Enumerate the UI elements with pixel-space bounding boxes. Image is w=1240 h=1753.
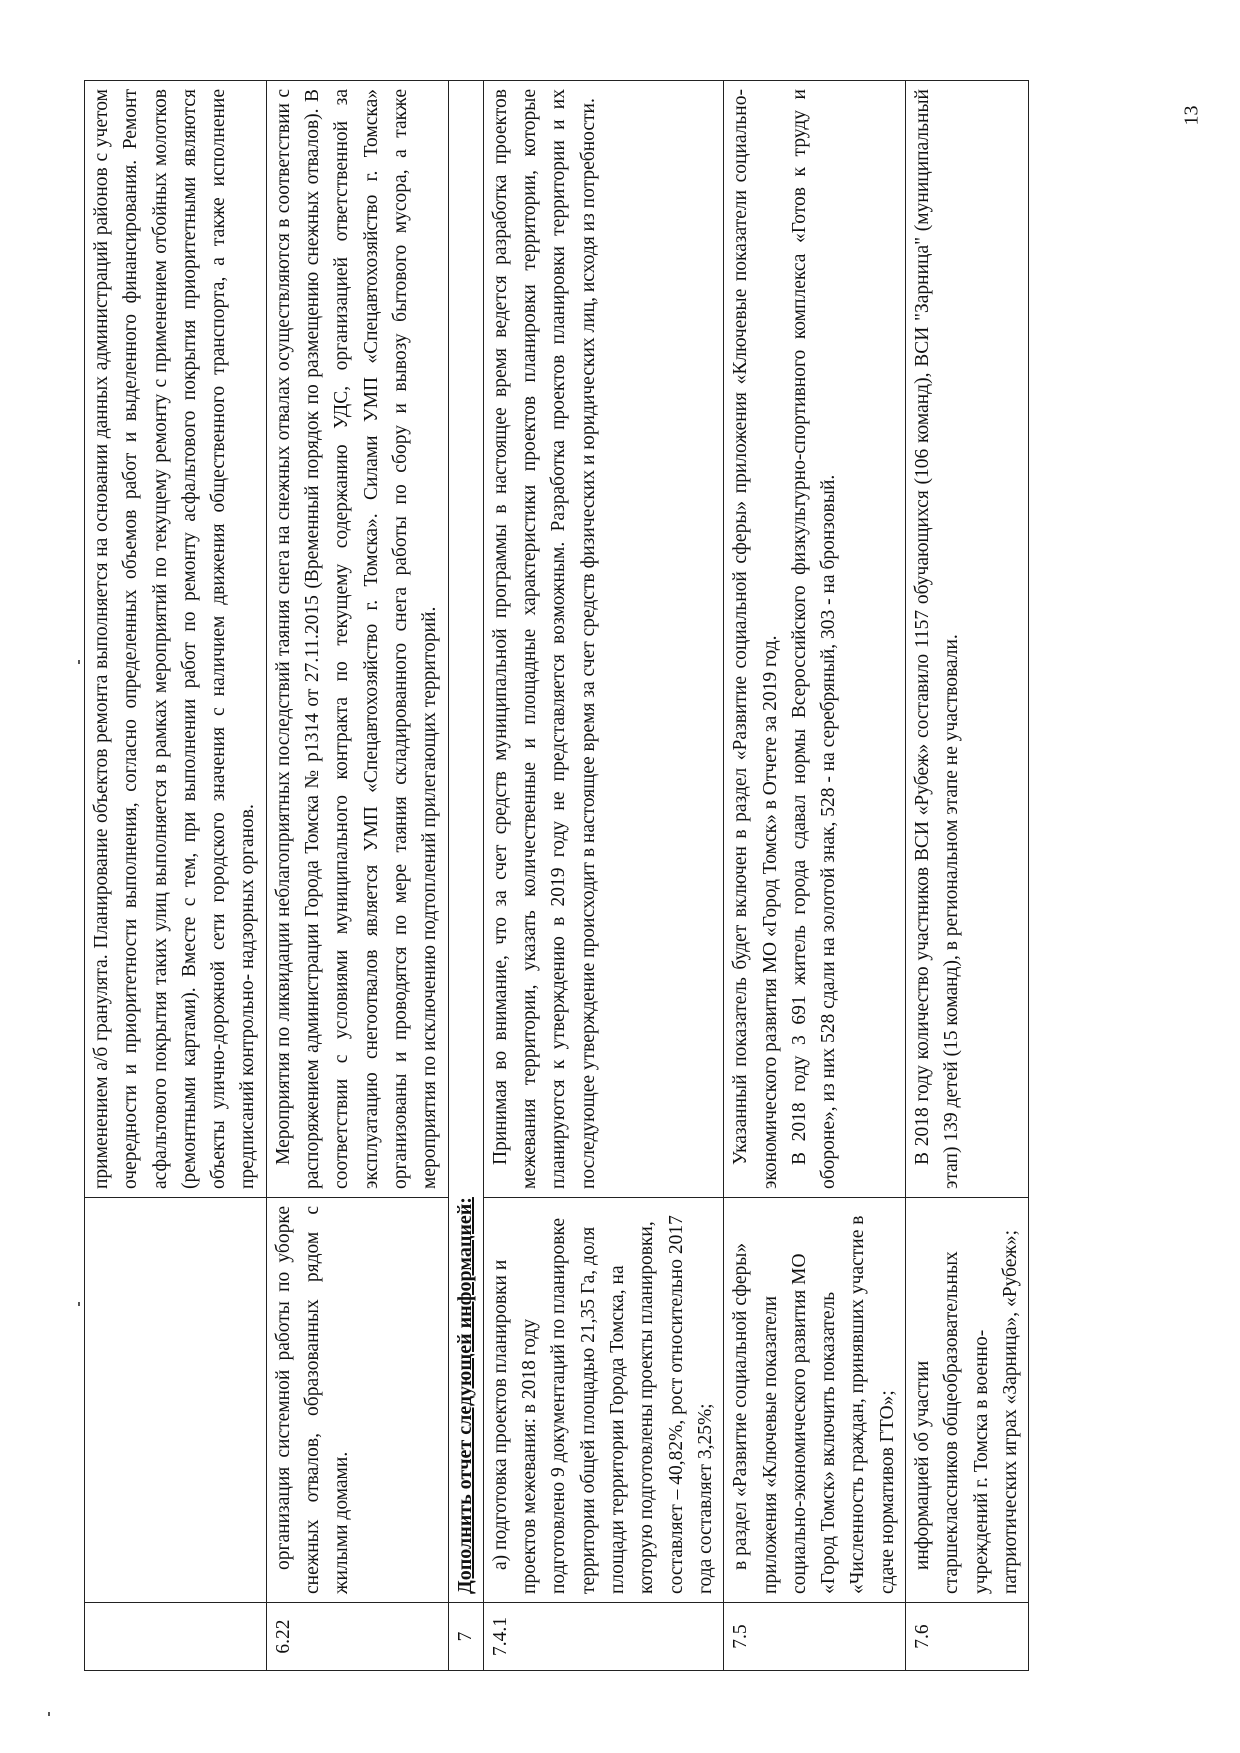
info-cell (906, 81, 1029, 1198)
page-number: 13 (1180, 105, 1203, 126)
task-cell (483, 1198, 723, 1603)
task-cell (85, 1198, 267, 1603)
info-text: Принимая во внимание, что за счет средств муниципальной программы в настоящее время ведется разработка проектов межевания территории, указать количественные и площадные характеристики проектов планировки территории, которые планируются к утверждению в 2019 году не представляется возможным. Разработка проектов планировки территории и их последующее утверждение происходит в настоящее время за счет средств физических и юридических лиц, исходя из потребности. (489, 89, 599, 1189)
info-cell (483, 81, 723, 1198)
table-row-7-6 (906, 81, 1029, 1671)
section-heading-cell (448, 81, 483, 1603)
table-row-continuation (85, 81, 267, 1671)
section-heading: Дополнить отчет следующей информацией: (453, 1197, 476, 1594)
info-cell (724, 81, 906, 1198)
task-cell (724, 1198, 906, 1603)
info-text: В 2018 году количество участников ВСИ «Рубеж» составило 1157 обучающихся (106 команд), ВСИ "Зарница" (муниципальный этап) 139 детей (15 команд), в региональном этапе не участвовали. (912, 89, 963, 1189)
rotated-sheet (84, 81, 1154, 1671)
info-text: В 2018 году 3 691 житель города сдавал нормы Всероссийского физкультурно-спортивного комплекса «Готов к труду и обороне», из них 528 сдали на золотой знак, 528 - на серебряный, 303 - на бронзовый. (788, 89, 840, 1189)
table-row-6-22 (266, 81, 448, 1671)
task-text: информацией об участии старшеклассников общеобразовательных учреждений г. Томска в военно-патриотических играх «Зарница», «Рубеж»; (912, 1229, 1021, 1594)
row-number-cell: 7 (448, 1603, 483, 1671)
table-row-7-4-1 (483, 81, 723, 1671)
table-row-7-5 (724, 81, 906, 1671)
task-text: в раздел «Развитие социальной сферы» приложения «Ключевые показатели социально-экономического развития МО «Город Томск» включить показатель «Численность граждан, принявших участие в сдаче нормативов ГТО»; (730, 1215, 898, 1594)
task-cell (266, 1198, 448, 1603)
info-text: Указанный показатель будет включен в раздел «Развитие социальной сферы» приложения «Ключевые показатели социально-экономического развития МО «Город Томск» в Отчете за 2019 год. (730, 89, 781, 1189)
info-text: Мероприятия по ликвидации неблагоприятных последствий таяния снега на снежных отвалах осуществляются в соответствии с распоряжением администрации Города Томска № р1314 от 27.11.2015 (Временный порядок по размещению снежных отвалов). В соответствии с условиями муниципального контракта по текущему содержанию УДС, организацией ответственной за эксплуатацию снегоотвалов является УМП «Спецавтохозяйство г. Томска». Силами УМП «Спецавтохозяйство г. Томска» организованы и проводятся по мере таяния складированного снега работы по сбору и вывозу бытового мусора, а также мероприятия по исключению подтоплений прилегающих территорий. (272, 89, 441, 1189)
info-cell (266, 81, 448, 1198)
report-table (84, 80, 1029, 1671)
row-number-cell: 7.5 (724, 1603, 906, 1671)
info-text: применением а/б гранулята. Планирование объектов ремонта выполняется на основании данных администраций районов с учетом очередности и приоритетности выполнения, согласно определенных объемов работ и выделенного финансирования. Ремонт асфальтового покрытия таких улиц выполняется в рамках мероприятий по текущему ремонту с применением отбойных молотков (ремонтными картами). Вместе с тем, при выполнении работ по ремонту асфальтового покрытия приоритетными являются объекты улично-дорожной сети городского значения с наличием движения общественного транспорта, а также исполнение предписаний контрольно- надзорных органов. (91, 89, 259, 1189)
task-cell (906, 1198, 1029, 1603)
row-number-cell: 7.4.1 (483, 1603, 723, 1671)
table-row-7 (448, 81, 483, 1671)
task-text: организация системной работы по уборке снежных отвалов, образованных рядом с жилыми домами. (272, 1206, 353, 1594)
info-cell (85, 81, 267, 1198)
scan-speck (48, 1712, 50, 1716)
scan-speck (78, 660, 80, 664)
task-text: а) подготовка проектов планировки и проектов межевания: в 2018 году подготовлено 9 документаций по планировке территории общей площадью 21,35 Га, доля площади территории Города Томска, на которую подготовлены проекты планировки, составляет – 40,82%, рост относительно 2017 года составляет 3,25%; (489, 1215, 716, 1594)
row-number-cell: 6.22 (266, 1603, 448, 1671)
row-number-cell (85, 1603, 267, 1671)
scan-speck (78, 1302, 80, 1306)
row-number-cell: 7.6 (906, 1603, 1029, 1671)
